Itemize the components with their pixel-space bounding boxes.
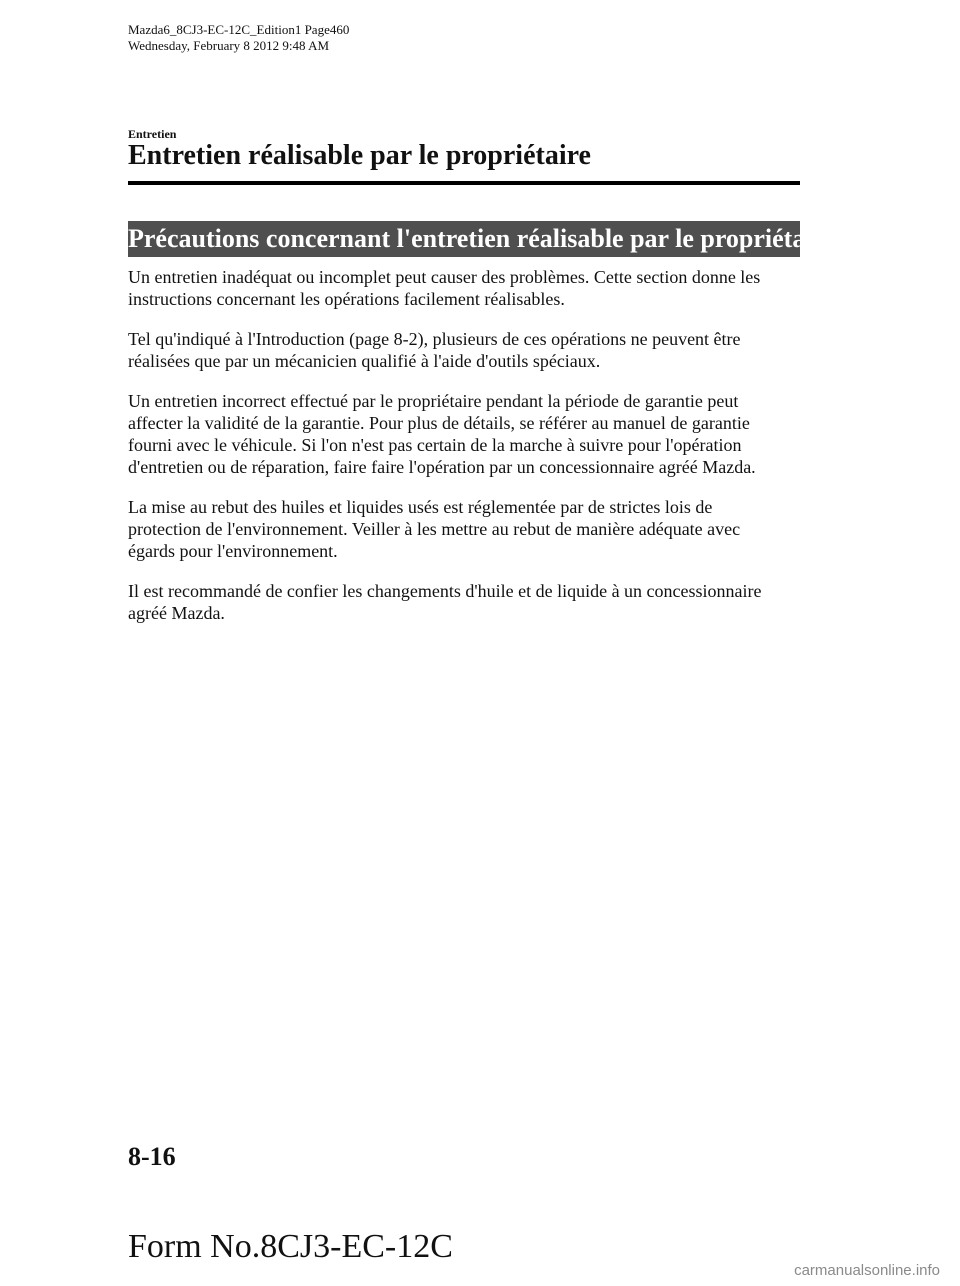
paragraph-line: protection de l'environnement. Veiller à les mettre au rebut de manière adéquate avec xyxy=(128,519,741,539)
paragraph-line: fourni avec le véhicule. Si l'on n'est pas certain de la marche à suivre pour l'opération xyxy=(128,435,742,455)
title-divider xyxy=(128,181,800,185)
paragraph-line: Un entretien inadéquat ou incomplet peut causer des problèmes. Cette section donne les xyxy=(128,267,761,287)
paragraph-line: affecter la validité de la garantie. Pour plus de détails, se référer au manuel de garantie xyxy=(128,413,750,433)
site-watermark: carmanualsonline.info xyxy=(794,1262,940,1279)
page-number: 8-16 xyxy=(128,1142,176,1171)
paragraph xyxy=(128,328,808,372)
section-banner: Précautions concernant l'entretien réalisable par le propriétaire xyxy=(128,221,800,257)
paragraph-line: Un entretien incorrect effectué par le propriétaire pendant la période de garantie peut xyxy=(128,391,739,411)
paragraph-line: Il est recommandé de confier les changements d'huile et de liquide à un concessionnaire xyxy=(128,581,762,601)
print-header-file: Mazda6_8CJ3-EC-12C_Edition1 Page460 xyxy=(128,22,350,37)
body-text xyxy=(128,266,808,642)
paragraph xyxy=(128,580,808,624)
paragraph xyxy=(128,390,808,478)
paragraph-line: La mise au rebut des huiles et liquides usés est réglementée par de strictes lois de xyxy=(128,497,713,517)
print-header xyxy=(128,22,349,54)
paragraph-line: instructions concernant les opérations facilement réalisables. xyxy=(128,289,565,309)
print-header-date: Wednesday, February 8 2012 9:48 AM xyxy=(128,38,330,53)
paragraph xyxy=(128,266,808,310)
section-label: Entretien xyxy=(128,127,177,141)
form-number: Form No.8CJ3-EC-12C xyxy=(128,1228,453,1265)
paragraph-line: agréé Mazda. xyxy=(128,603,225,623)
paragraph-line: égards pour l'environnement. xyxy=(128,541,338,561)
paragraph-line: réalisées que par un mécanicien qualifié à l'aide d'outils spéciaux. xyxy=(128,351,601,371)
paragraph-line: Tel qu'indiqué à l'Introduction (page 8-2), plusieurs de ces opérations ne peuvent être xyxy=(128,329,741,349)
paragraph-line: d'entretien ou de réparation, faire faire l'opération par un concessionnaire agréé Mazda. xyxy=(128,457,756,477)
chapter-title: Entretien réalisable par le propriétaire xyxy=(128,140,591,171)
paragraph xyxy=(128,496,808,562)
